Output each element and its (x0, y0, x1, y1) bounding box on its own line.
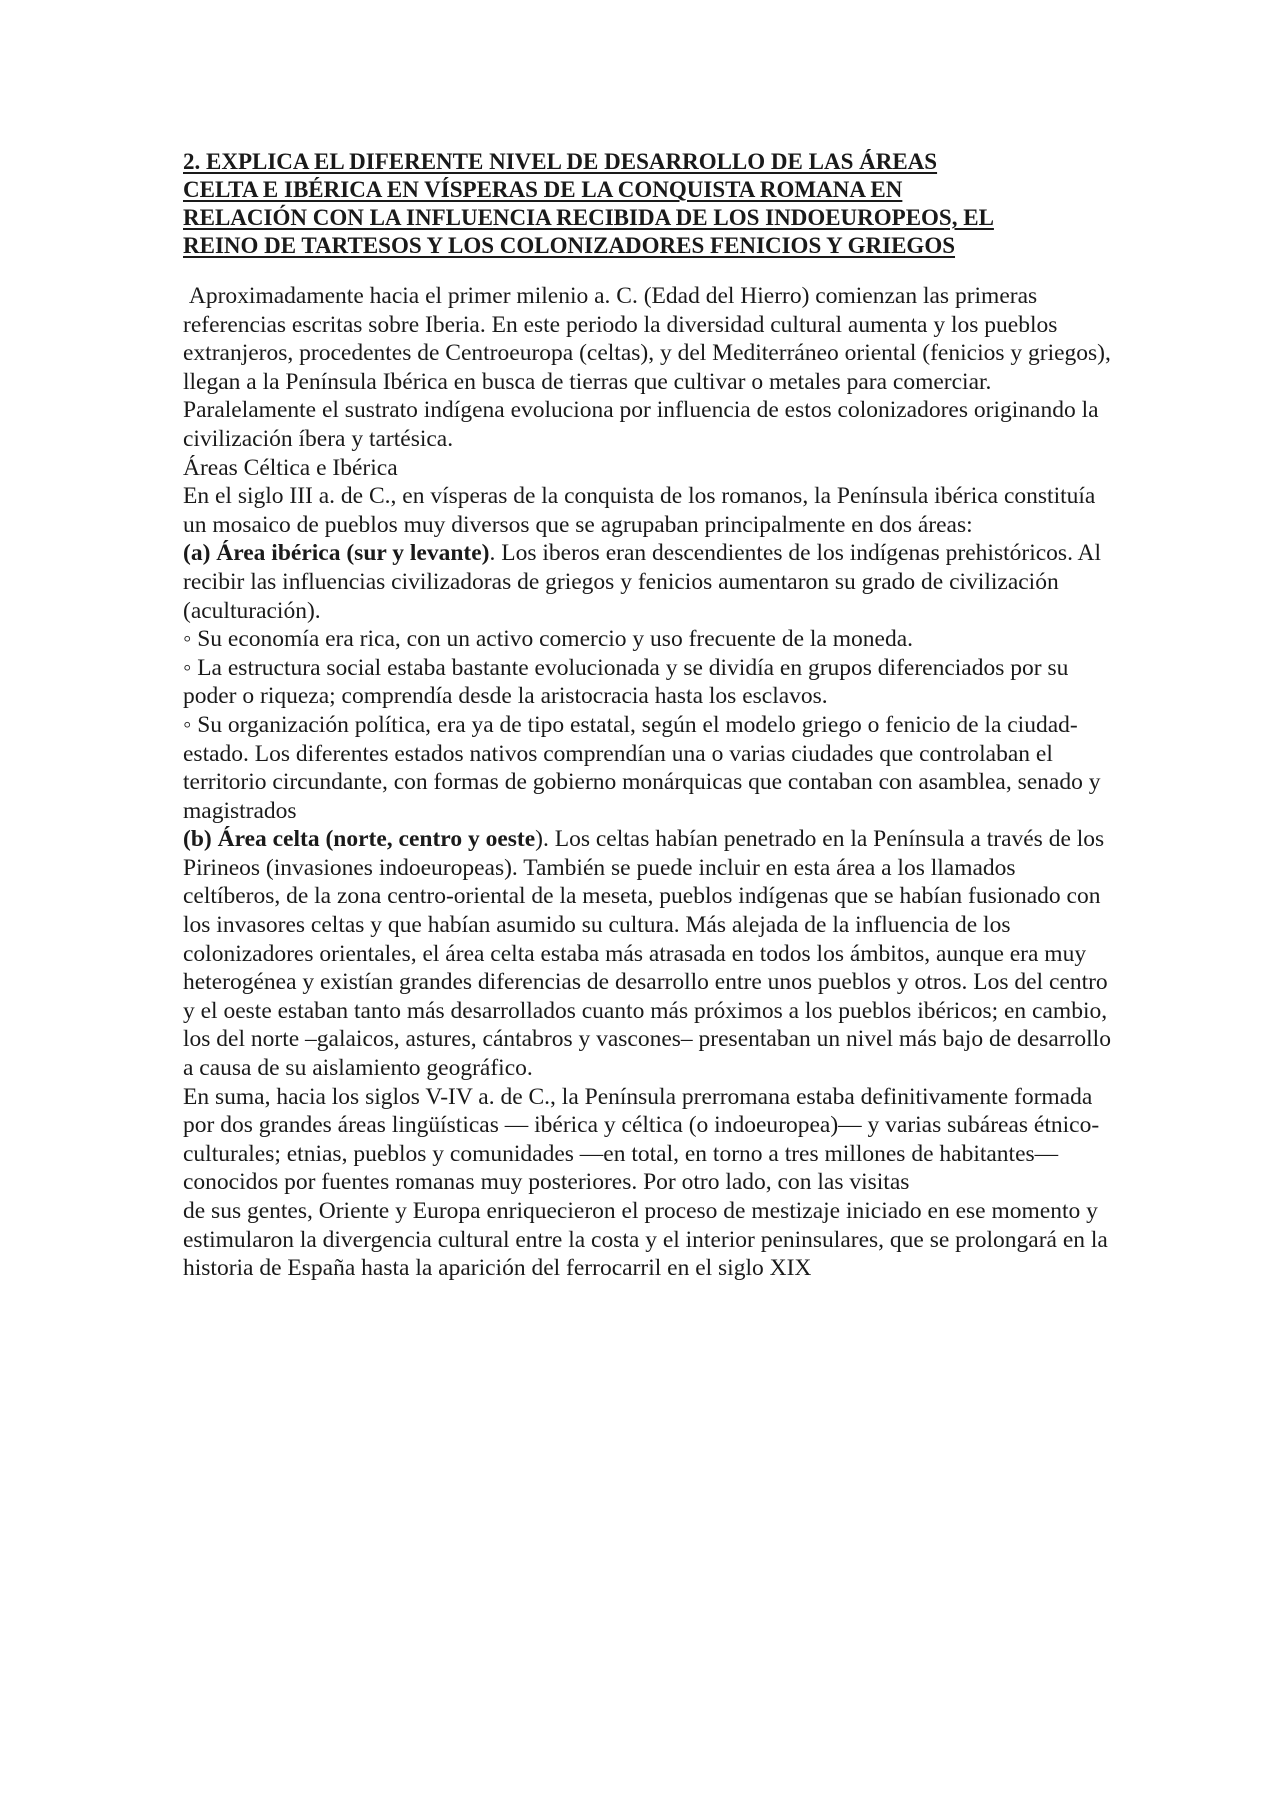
conclusion-paragraph-1: En suma, hacia los siglos V-IV a. de C., la Península prerromana estaba definitivamente formada por dos grandes áreas lingüísticas — ibérica y céltica (o indoeuropea)— y varias subáreas étnico-culturales; etnias, pueblos y comunidades —en total, en torno a tres millones de habitantes— conocidos por fuentes romanas muy posteriores. Por otro lado, con las visitas (183, 1083, 1100, 1196)
intro-paragraph: Aproximadamente hacia el primer milenio a. C. (Edad del Hierro) comienzan las primeras referencias escritas sobre Iberia. En este periodo la diversidad cultural aumenta y los pueblos extranjeros, procedentes de Centroeuropa (celtas), y del Mediterráneo oriental (fenicios y griegos), llegan a la Península Ibérica en busca de tierras que cultivar o metales para comerciar. Paralelamente el sustrato indígena evoluciona por influencia de estos colonizadores originando la civilización íbera y tartésica. (183, 283, 1111, 452)
section-heading: Áreas Céltica e Ibérica (183, 454, 398, 481)
document-body (183, 282, 1113, 1283)
iberian-bullet-economy: ◦ Su economía era rica, con un activo comercio y uso frecuente de la moneda. (183, 626, 914, 653)
title-line-4: REINO DE TARTESOS Y LOS COLONIZADORES FENICIOS Y GRIEGOS (183, 233, 956, 258)
iberian-bullet-society: ◦ La estructura social estaba bastante evolucionada y se dividía en grupos diferenciados por su poder o riqueza; comprendía desde la aristocracia hasta los esclavos. (183, 654, 1069, 710)
iberian-bullet-politics: ◦ Su organización política, era ya de tipo estatal, según el modelo griego o fenicio de la ciudad-estado. Los diferentes estados nativos comprendían una o varias ciudades que controlaban el territorio circundante, con formas de gobierno monárquicas que contaban con asamblea, senado y magistrados (183, 711, 1101, 824)
title-line-1: 2. EXPLICA EL DIFERENTE NIVEL DE DESARROLLO DE LAS ÁREAS (183, 149, 938, 174)
conclusion-paragraph-2: de sus gentes, Oriente y Europa enriquecieron el proceso de mestizaje iniciado en ese momento y estimularon la divergencia cultural entre la costa y el interior peninsulares, que se prolongará en la historia de España hasta la aparición del ferrocarril en el siglo XIX (183, 1198, 1108, 1282)
document-page (183, 148, 1113, 1283)
celtic-area-label: (b) Área celta (norte, centro y oeste (183, 826, 536, 853)
title-line-2: CELTA E IBÉRICA EN VÍSPERAS DE LA CONQUISTA ROMANA EN (183, 177, 903, 202)
iberian-area-label: (a) Área ibérica (sur y levante) (183, 540, 490, 567)
celtic-area-paragraph: (b) Área celta (norte, centro y oeste). Los celtas habían penetrado en la Península a través de los Pirineos (invasiones indoeuropeas). También se puede incluir en esta área a los llamados celtíberos, de la zona centro-oriental de la meseta, pueblos indígenas que se habían fusionado con los invasores celtas y que habían asumido su cultura. Más alejada de la influencia de los colonizadores orientales, el área celta estaba más atrasada en todos los ámbitos, aunque era muy heterogénea y existían grandes diferencias de desarrollo entre unos pueblos y otros. Los del centro y el oeste estaban tanto más desarrollados cuanto más próximos a los pueblos ibéricos; en cambio, los del norte –galaicos, astures, cántabros y vascones– presentaban un nivel más bajo de desarrollo a causa de su aislamiento geográfico. (183, 826, 1111, 1082)
document-title (183, 148, 1113, 260)
iberian-area-paragraph: (a) Área ibérica (sur y levante). Los iberos eran descendientes de los indígenas prehistóricos. Al recibir las influencias civilizadoras de griegos y fenicios aumentaron su grado de civilización (aculturación). (183, 540, 1102, 624)
title-line-3: RELACIÓN CON LA INFLUENCIA RECIBIDA DE LOS INDOEUROPEOS, EL (183, 205, 994, 230)
section-intro-paragraph: En el siglo III a. de C., en vísperas de la conquista de los romanos, la Península ibérica constituía un mosaico de pueblos muy diversos que se agrupaban principalmente en dos áreas: (183, 483, 1096, 538)
